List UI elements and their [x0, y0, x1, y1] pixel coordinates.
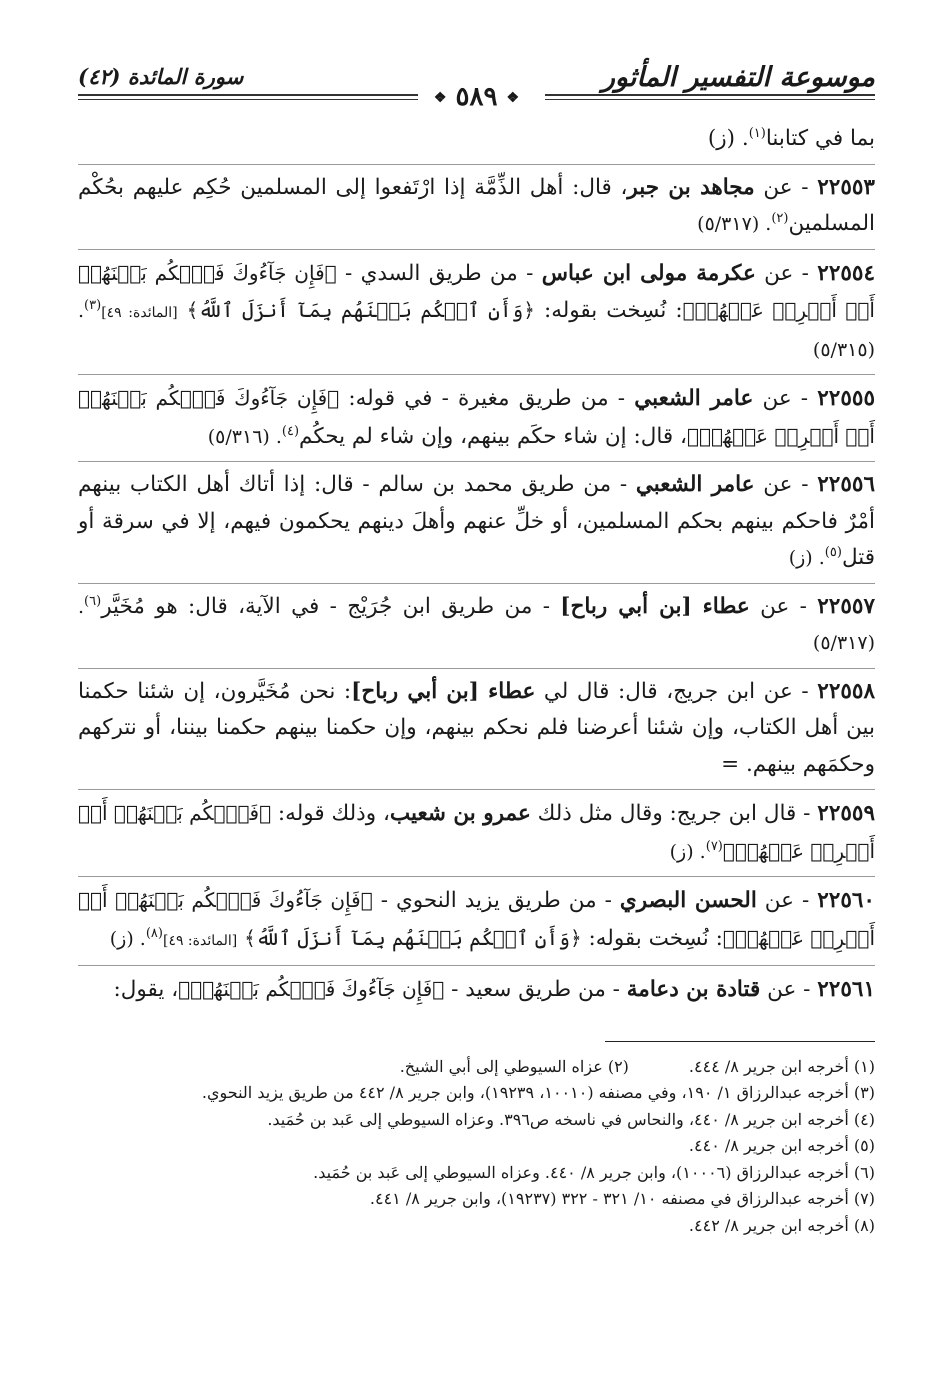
- narration-chain: - من طريق السدي -: [336, 260, 542, 286]
- narrator-name: عامر الشعبي: [634, 386, 754, 411]
- ornament-icon: ❖: [433, 90, 447, 106]
- header-rule: [545, 94, 875, 96]
- narration-number: ٢٢٥٥٩: [817, 801, 876, 826]
- footnote-ref: (٤): [281, 423, 300, 439]
- footnote-4: (٤) أخرجه ابن جرير ٨/ ٤٤٠، والنحاس في ناسخه ص٣٩٦. وعزاه السيوطي إلى عَبد بن حُمَيد.: [267, 1109, 875, 1129]
- narration-text: ، وذلك قوله:: [271, 801, 390, 826]
- footnote-rule: [605, 1041, 875, 1042]
- footnote-3: (٣) أخرجه عبدالرزاق ١/ ١٩٠، وفي مصنفه (١٠٠١٠، ١٩٢٣٩)، وابن جرير ٨/ ٤٤٢ من طريق يزيد النحوي.: [201, 1083, 875, 1102]
- narration-chain: - من طريق مغيرة - في قوله:: [339, 386, 635, 411]
- surah-reference: [المائدة: ٤٩]: [162, 932, 238, 949]
- running-header: [78, 58, 875, 112]
- narration-text: ، قال: إن شاء حكَم بينهم، وإن شاء لم يحكُم: [299, 423, 687, 449]
- header-rule: [78, 99, 418, 100]
- narrator-name: قتادة بن دعامة: [626, 977, 761, 1002]
- footnote-ref: (٨): [145, 925, 163, 941]
- narrator-name: عطاء [بن أبي رباح]: [560, 593, 750, 619]
- narration-22560: ٢٢٥٦٠ - عن الحسن البصري - من طريق يزيد النحوي - ﴿فَإِن جَآءُوكَ فَٱحۡكُم بَيۡنَهُمۡ أَوۡ أَعۡرِضۡ عَنۡهُمۡ﴾: نُسِخت بقوله: ﴿وَأَنِ ٱحۡكُم بَيۡنَهُم بِمَآ أَنزَلَ ٱللَّهُ﴾ [المائدة: ٤٩]$^{(٨)}$. (ز): [78, 877, 875, 966]
- source-citation: . (٥/٣١٧): [78, 595, 875, 654]
- narration-22561: ٢٢٥٦١ - عن قتادة بن دعامة - من طريق سعيد - ﴿فَإِن جَآءُوكَ فَٱحۡكُم بَيۡنَهُمۡ﴾، يقول:: [113, 977, 875, 1002]
- source-citation: . (٥/٣١٥): [78, 300, 875, 361]
- quran-quote: ﴿فَٱحۡكُم بَيۡنَهُمۡ أَوۡ أَعۡرِضۡ عَنۡهُمۡ﴾: [78, 801, 875, 863]
- narration-text: - من طريق محمد بن سالم - قال: إذا أتاك أهل الكتاب بينهم أمْرٌ فاحكم بينهم بحكم المسلمين، أو خلِّ عنهم وأهلَ دينهم يحكمون فيهم، إلا في سرقة أو قتل: [78, 472, 875, 570]
- narration-text: : نحن مُخَيَّرون، إن شئنا حكمنا بين أهل الكتاب، وإن شئنا أعرضنا فلم نحكم بينهم، وإن حكمنا بينهم حكمنا بيننا، أو نتركهم وحكمَهم بينهم. =: [78, 678, 875, 777]
- narration-chain: - قال ابن جريج: وقال مثل ذلك: [530, 801, 818, 826]
- narration-22559: [78, 790, 875, 877]
- quran-quote: ﴿وَأَنِ ٱحۡكُم بَيۡنَهُم بِمَآ أَنزَلَ ٱللَّهُ﴾: [186, 298, 535, 322]
- narration-number: ٢٢٥٥٦: [817, 472, 875, 497]
- footnote-6: (٦) أخرجه عبدالرزاق (١٠٠٠٦)، وابن جرير ٨/ ٤٤٠. وعزاه السيوطي إلى عَبد بن حُمَيد.: [313, 1162, 875, 1182]
- narration-text: ، قال: أهل الذِّمَّة إذا ارْتَفعوا إلى المسلمين حُكِم عليهم بحُكْم المسلمين: [78, 174, 875, 236]
- narration-number: ٢٢٥٥٥: [817, 386, 875, 411]
- footnote-ref: (٣): [84, 297, 102, 313]
- quran-quote: ﴿فَإِن جَآءُوكَ فَٱحۡكُم بَيۡنَهُمۡ أَوۡ أَعۡرِضۡ عَنۡهُمۡ﴾: [78, 888, 875, 950]
- narration-22554: ٢٢٥٥٤ - عن عكرمة مولى ابن عباس - من طريق السدي - ﴿فَإِن جَآءُوكَ فَٱحۡكُم بَيۡنَهُمۡ أَوۡ أَعۡرِضۡ عَنۡهُمۡ﴾: نُسِخت بقوله: ﴿وَأَنِ ٱحۡكُم بَيۡنَهُم بِمَآ أَنزَلَ ٱللَّهُ﴾ [المائدة: ٤٩]$^{(٣)}$. (٥/٣١٥): [78, 250, 875, 376]
- footnote-2: (٢) عزاه السيوطي إلى أبي الشيخ.: [399, 1056, 629, 1076]
- narration-22555: ٢٢٥٥٥ - عن عامر الشعبي - من طريق مغيرة - في قوله: ﴿فَإِن جَآءُوكَ فَٱحۡكُم بَيۡنَهُمۡ أَوۡ أَعۡرِضۡ عَنۡهُمۡ﴾، قال: إن شاء حكَم بينهم، وإن شاء لم يحكُم$^{(٤)}$. (٥/٣١٦): [78, 375, 875, 462]
- footnote-1: (١) أخرجه ابن جرير ٨/ ٤٤٤.: [688, 1056, 875, 1076]
- page-number-block: [424, 82, 529, 112]
- intro-text: بما في كتابنا: [765, 126, 875, 151]
- narration-chain: - من طريق سعيد -: [444, 977, 627, 1002]
- source-citation: . (ز): [669, 840, 706, 863]
- ornament-icon: ❖: [506, 90, 520, 106]
- header-rule: [545, 99, 875, 100]
- narration-22557: ٢٢٥٥٧ - عن عطاء [بن أبي رباح] - من طريق ابن جُرَيْج - في الآية، قال: هو مُخَيَّر$^{(٦)}$. (٥/٣١٧): [78, 584, 875, 669]
- quran-quote: ﴿فَإِن جَآءُوكَ فَٱحۡكُم بَيۡنَهُمۡ أَوۡ أَعۡرِضۡ عَنۡهُمۡ﴾: [78, 386, 875, 448]
- narrator-name: عطاء [بن أبي رباح]: [351, 678, 536, 704]
- narration-number: ٢٢٥٦٠: [817, 888, 875, 913]
- main-text: [78, 116, 875, 1015]
- narration-number: ٢٢٥٥٣: [817, 174, 875, 200]
- footnote-ref: (٥): [824, 544, 842, 560]
- narrator-name: الحسن البصري: [619, 888, 757, 913]
- footnote-ref: (١): [748, 125, 766, 141]
- footnote-8: (٨) أخرجه ابن جرير ٨/ ٤٤٢.: [688, 1215, 875, 1235]
- footnote-7: (٧) أخرجه عبدالرزاق في مصنفه ١٠/ ٣٢١ - ٣٢٢ (١٩٢٣٧)، وابن جرير ٨/ ٤٤١.: [369, 1189, 875, 1208]
- narrator-name: مجاهد بن جبر: [627, 174, 755, 200]
- surah-label: سورة المائدة (٤٢): [78, 64, 244, 89]
- source-citation: . (ز): [109, 927, 146, 950]
- narration-22553: ٢٢٥٥٣ - عن مجاهد بن جبر، قال: أهل الذِّمَّة إذا ارْتَفعوا إلى المسلمين حُكِم عليهم بحُكْم المسلمين$^{(٢)}$. (٥/٣١٧): [78, 165, 875, 250]
- narrator-name: عامر الشعبي: [635, 472, 755, 497]
- narrator-name: عكرمة مولى ابن عباس: [541, 260, 756, 286]
- footnote-ref: (٦): [84, 593, 102, 609]
- book-title: موسوعة التفسير المأثور: [601, 62, 875, 93]
- narration-chain: - من طريق يزيد النحوي -: [372, 888, 620, 913]
- quran-quote: ﴿فَإِن جَآءُوكَ فَٱحۡكُم بَيۡنَهُمۡ﴾: [178, 977, 445, 1001]
- surah-reference: [المائدة: ٤٩]: [101, 305, 178, 321]
- footnote-ref: (٢): [771, 210, 789, 226]
- narration-number: ٢٢٥٦١: [817, 977, 875, 1002]
- narration-chain: - عن ابن جريج، قال: قال لي: [535, 678, 818, 704]
- narration-number: ٢٢٥٥٨: [817, 678, 876, 704]
- footnotes: [78, 1054, 875, 1240]
- narration-number: ٢٢٥٥٤: [817, 260, 876, 286]
- narration-text: ، يقول:: [113, 977, 179, 1002]
- narration-text: - من طريق ابن جُرَيْج - في الآية، قال: هو مُخَيَّر: [101, 593, 561, 619]
- page-number: ٥٨٩: [455, 82, 498, 112]
- narration-number: ٢٢٥٥٧: [817, 593, 875, 619]
- narration-text: : نُسِخت بقوله:: [581, 925, 723, 951]
- footnote-ref: (٧): [705, 838, 723, 854]
- source-citation: . (ز): [788, 547, 825, 569]
- source-code: . (ز): [707, 126, 749, 151]
- footnote-5: (٥) أخرجه ابن جرير ٨/ ٤٤٠.: [688, 1136, 875, 1155]
- narrator-name: عمرو بن شعيب: [389, 801, 531, 826]
- header-rule: [78, 94, 418, 96]
- source-citation: . (٥/٣١٦): [207, 425, 282, 448]
- narration-22556: ٢٢٥٥٦ - عن عامر الشعبي - من طريق محمد بن سالم - قال: إذا أتاك أهل الكتاب بينهم أمْرٌ فاحكم بينهم بحكم المسلمين، أو خلِّ عنهم وأهلَ دينهم يحكمون فيهم، إلا في سرقة أو قتل$^{(٥)}$. (ز): [78, 462, 875, 584]
- source-citation: . (٥/٣١٧): [697, 213, 772, 235]
- narration-text: : نُسِخت بقوله:: [534, 298, 683, 323]
- narration-22558: [78, 669, 875, 791]
- quran-quote: ﴿وَأَنِ ٱحۡكُم بَيۡنَهُم بِمَآ أَنزَلَ ٱللَّهُ﴾: [244, 925, 582, 950]
- intro-paragraph: [78, 116, 875, 165]
- footnote-row: [78, 1054, 875, 1081]
- quran-quote: ﴿فَإِن جَآءُوكَ فَٱحۡكُم بَيۡنَهُمۡ أَوۡ أَعۡرِضۡ عَنۡهُمۡ﴾: [78, 260, 875, 322]
